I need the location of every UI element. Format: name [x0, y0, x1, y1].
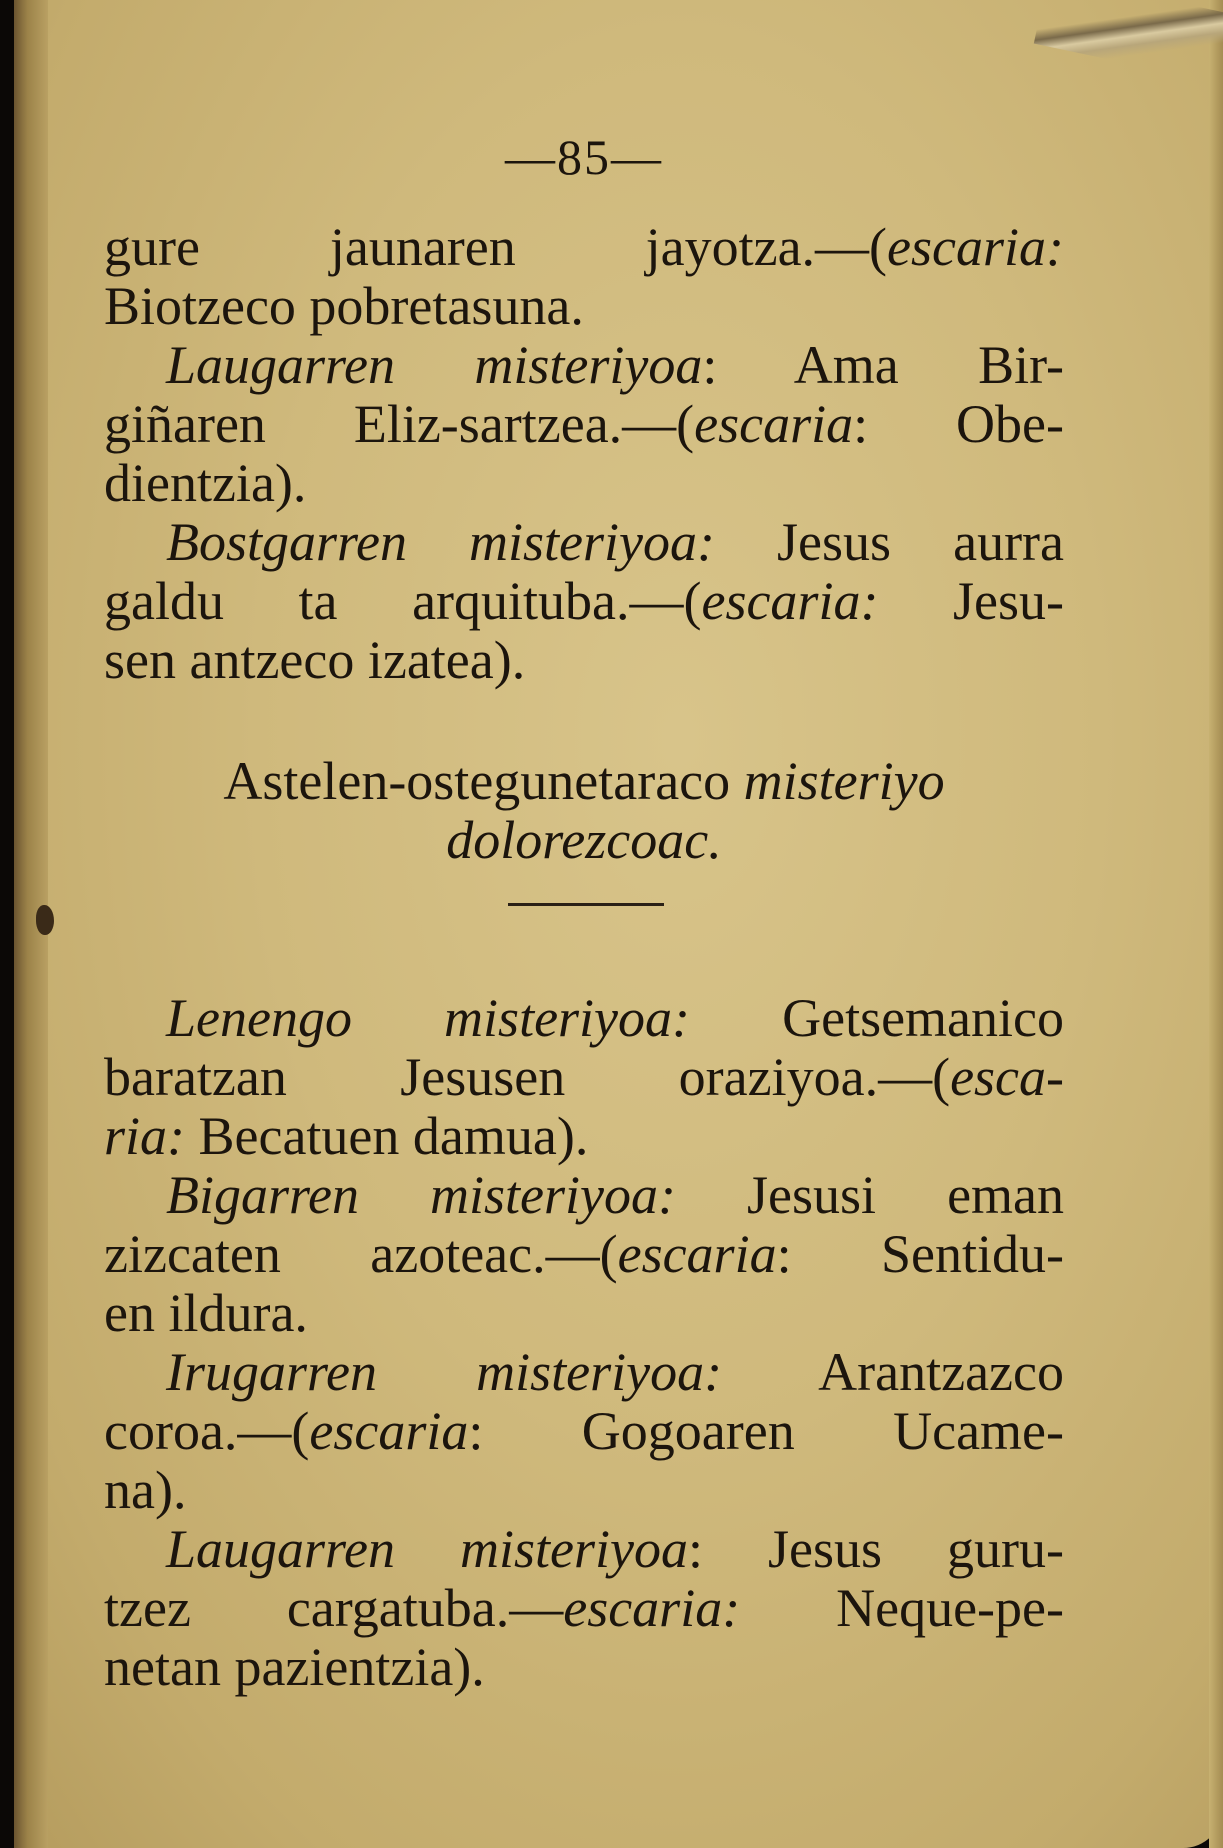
italic-run: escaria: [887, 217, 1064, 277]
text-run: zizcaten azoteac.—( [104, 1224, 618, 1284]
page-edge [1209, 0, 1223, 1848]
heading-italic-run: misteriyo [743, 751, 945, 811]
text-run: : Ama Bir- [702, 335, 1064, 395]
heading-run: Astelen-ostegunetaraco [223, 751, 744, 811]
italic-run: escaria [694, 394, 854, 454]
section-divider [508, 903, 664, 906]
text-line [104, 989, 1064, 1048]
text-run: en ildura. [104, 1283, 308, 1343]
text-run: Jesusi eman [675, 1165, 1065, 1225]
italic-run: Laugarren misteriyoa [166, 335, 703, 395]
text-run: na). [104, 1460, 187, 1520]
text-run: galdu ta arquituba.—( [104, 571, 702, 631]
text-line [104, 1166, 1064, 1225]
text-run: dientzia). [104, 453, 307, 513]
italic-run: ria: [104, 1106, 185, 1166]
text-run: Arantzazco [722, 1342, 1064, 1402]
text-run: giñaren Eliz-sartzea.—( [104, 394, 695, 454]
text-run: Neque-pe- [740, 1578, 1064, 1638]
italic-run: Irugarren misteriyoa: [166, 1342, 723, 1402]
italic-run: escaria: [563, 1578, 741, 1638]
page-number: —85— [505, 129, 663, 185]
text-run: sen antzeco izatea). [104, 630, 526, 690]
text-run: Jesu- [878, 571, 1064, 631]
text-run: Biotzeco pobretasuna. [104, 276, 584, 336]
text-line [104, 1048, 1064, 1107]
text-line [104, 1461, 1064, 1520]
italic-run: Laugarren misteriyoa [166, 1519, 689, 1579]
text-line [104, 1284, 1064, 1343]
section-heading [104, 752, 1064, 811]
italic-run: Bostgarren misteriyoa: [166, 512, 715, 572]
text-run: Jesus aurra [715, 512, 1064, 572]
text-run: netan pazientzia). [104, 1637, 485, 1697]
text-run: Getsemanico [690, 988, 1064, 1048]
text-line [104, 513, 1064, 572]
text-run: : Jesus guru- [688, 1519, 1065, 1579]
book-page [14, 0, 1223, 1848]
text-line [104, 454, 1064, 513]
section-heading-line2: dolorezcoac. [446, 810, 722, 870]
text-line [104, 1638, 1064, 1697]
text-line [104, 1520, 1064, 1579]
italic-run: esca- [950, 1047, 1064, 1107]
text-line [104, 1107, 1064, 1166]
text-line [104, 1402, 1064, 1461]
italic-run: escaria [309, 1401, 469, 1461]
ink-stain [36, 905, 54, 935]
text-run: : Gogoaren Ucame- [468, 1401, 1064, 1461]
italic-run: escaria: [701, 571, 879, 631]
text-run: : Sentidu- [776, 1224, 1064, 1284]
page-corner-curl [1034, 0, 1223, 83]
text-line [104, 336, 1064, 395]
text-line [104, 1343, 1064, 1402]
italic-run: escaria [617, 1224, 777, 1284]
text-run: Becatuen damua). [185, 1106, 589, 1166]
italic-run: Lenengo misteriyoa: [166, 988, 691, 1048]
text-line [104, 277, 1064, 336]
text-line [104, 218, 1064, 277]
text-run: gure jaunaren jayotza.—( [104, 217, 888, 277]
text-line [104, 1579, 1064, 1638]
text-run: : Obe- [853, 394, 1065, 454]
text-line [104, 631, 1064, 690]
text-run: baratzan Jesusen oraziyoa.—( [104, 1047, 951, 1107]
text-line [104, 572, 1064, 631]
italic-run: Bigarren misteriyoa: [166, 1165, 676, 1225]
text-line [104, 1225, 1064, 1284]
text-run: tzez cargatuba.— [104, 1578, 564, 1638]
text-run: coroa.—( [104, 1401, 310, 1461]
text-line [104, 395, 1064, 454]
